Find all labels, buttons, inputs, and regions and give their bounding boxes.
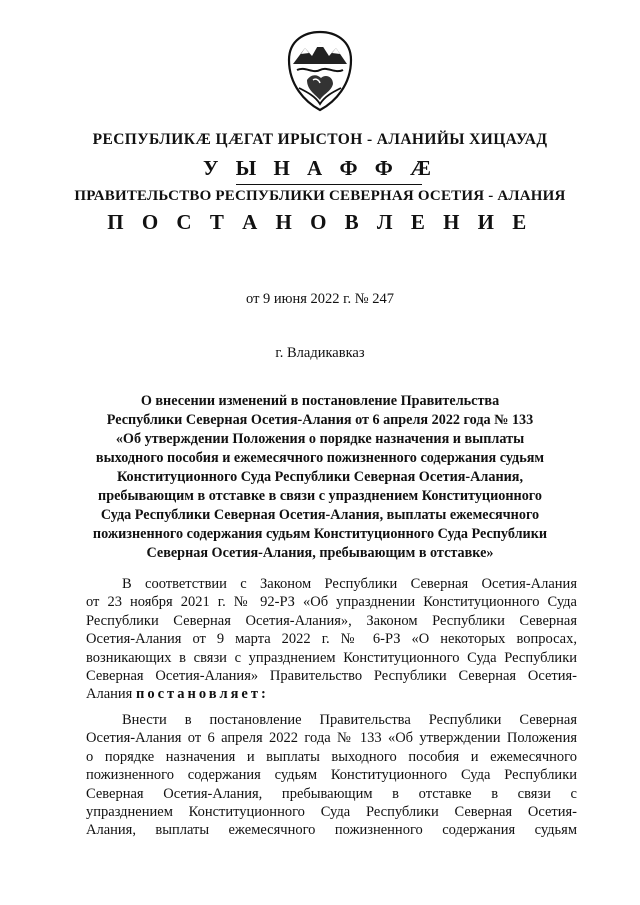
paragraph-line-last <box>86 685 577 703</box>
title-line: Конституционного Суда Республики Северная Осетия-Алания, <box>116 469 524 485</box>
title-line: Северная Осетия-Алания, пребывающим в отставке» <box>146 545 494 561</box>
preamble-paragraph <box>86 575 577 704</box>
title-line: пожизненного содержания судьям Конституционного Суда Республики <box>92 526 548 542</box>
paragraph-line: о порядке назначения и выплаты выходного пособия и ежемесячного <box>86 748 577 765</box>
paragraph-line: Алания, выплаты ежемесячного пожизненного содержания судьям <box>86 822 577 839</box>
title-line: «Об утверждении Положения о порядке назначения и выплаты <box>115 431 525 447</box>
resolves-keyword: постановляет: <box>135 686 269 703</box>
document-date-number: от 9 июня 2022 г. № 247 <box>246 291 394 307</box>
header-divider <box>236 184 422 185</box>
document-city: г. Владикавказ <box>275 345 365 361</box>
title-line: Республики Северная Осетия-Алания от 6 апреля 2022 года № 133 <box>106 412 534 428</box>
paragraph-line: Республики Северная Осетия-Алания», Законом Республики Северная <box>86 612 577 629</box>
paragraph-line: от 23 ноября 2021 г. № 92-РЗ «Об упразднении Конституционного Суда <box>86 594 577 611</box>
title-line: Суда Республики Северная Осетия-Алания, выплаты ежемесячного <box>100 507 540 523</box>
paragraph-line: Северная Осетия-Алания» Правительство Республики Северная Осетия- <box>86 667 577 684</box>
header-russian-government: ПРАВИТЕЛЬСТВО РЕСПУБЛИКИ СЕВЕРНАЯ ОСЕТИЯ - АЛАНИЯ <box>74 188 566 204</box>
amendment-paragraph <box>86 711 577 840</box>
header-ossetian-government: РЕСПУБЛИКÆ ЦÆГАТ ИРЫСТОН - АЛАНИЙЫ ХИЦАУАД <box>92 131 548 148</box>
paragraph-line: В соответствии с Законом Республики Северная Осетия-Алания <box>122 576 577 592</box>
paragraph-line: упразднением Конституционного Суда Республики Северная Осетия- <box>86 803 577 820</box>
paragraph-line: Северная Осетия-Алания, пребывающим в отставке в связи с <box>86 785 577 802</box>
paragraph-line: Осетия-Алания от 6 апреля 2022 года № 133 «Об утверждении Положения <box>86 730 577 747</box>
paragraph-line: Осетия-Алания от 9 марта 2022 г. № 6-РЗ «О некоторых вопросах, <box>86 631 577 648</box>
paragraph-line-prefix: Алания <box>86 686 136 703</box>
coat-of-arms-emblem <box>285 30 355 112</box>
header-ossetian-resolution: У Ы Н А Ф Ф Æ <box>202 156 438 180</box>
document-title <box>86 392 554 563</box>
title-line: пребывающим в отставке в связи с упразднением Конституционного <box>98 488 542 504</box>
title-line: выходного пособия и ежемесячного пожизненного содержания судьям <box>95 450 545 466</box>
header-russian-resolution: П О С Т А Н О В Л Е Н И Е <box>107 210 533 234</box>
paragraph-line: возникающих в связи с упразднением Конституционного Суда Республики <box>86 649 577 666</box>
paragraph-line: пожизненного содержания судьям Конституционного Суда Республики <box>86 767 577 784</box>
paragraph-line: Внести в постановление Правительства Республики Северная <box>122 712 577 728</box>
title-line: О внесении изменений в постановление Правительства <box>140 393 500 409</box>
